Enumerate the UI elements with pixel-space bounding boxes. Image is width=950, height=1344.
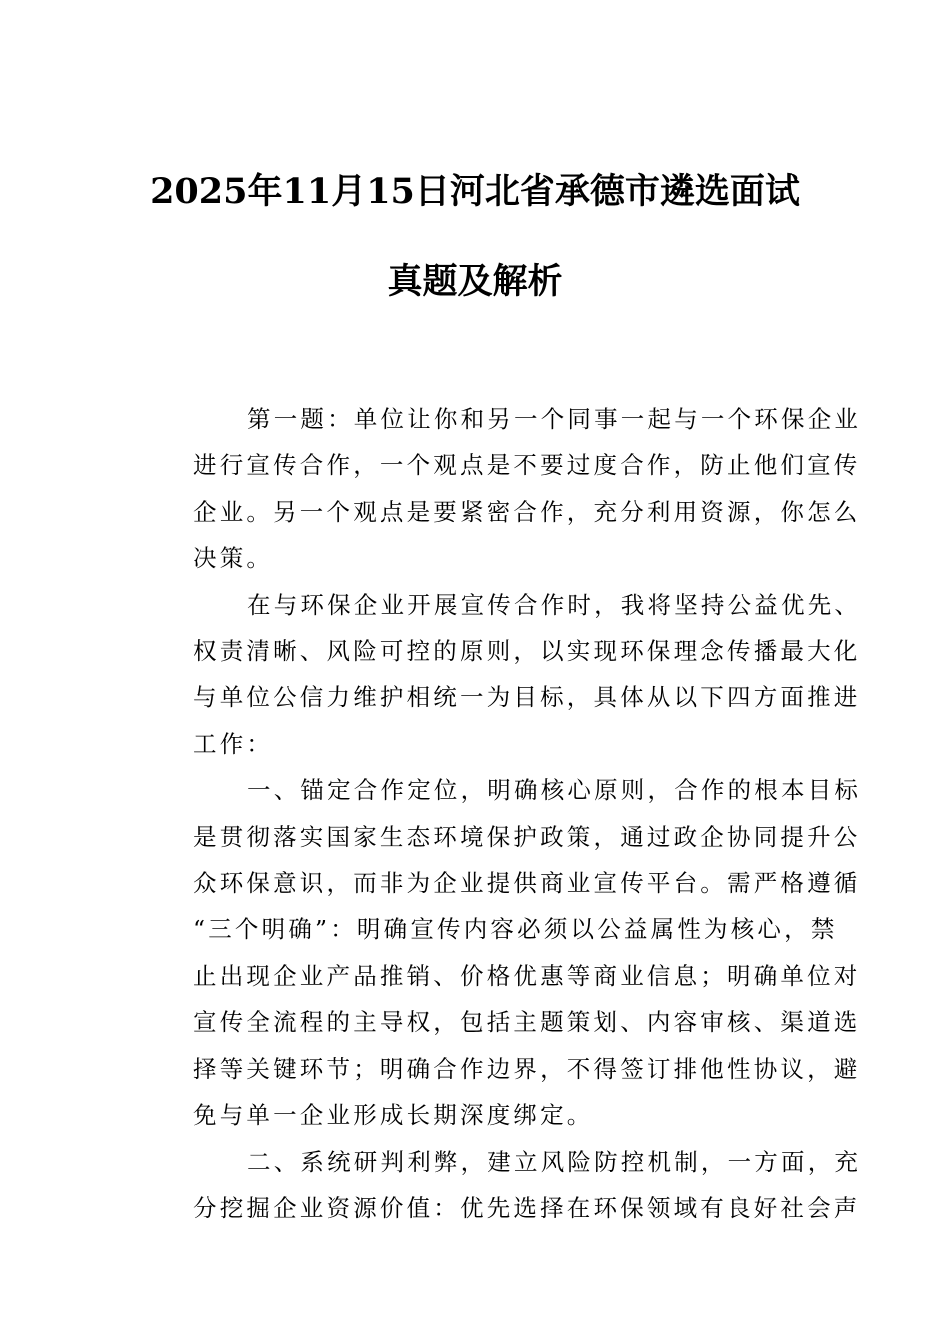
text-line: 免与单一企业形成长期深度绑定。 (193, 1101, 594, 1130)
paragraph-answer-intro (146, 582, 862, 768)
text-line: 与单位公信力维护相统一为目标，具体从以下四方面推进 (193, 683, 861, 712)
document-title (120, 147, 830, 327)
text-line: 二、系统研判利弊，建立风险防控机制，一方面，充 (247, 1147, 862, 1176)
text-line: 止出现企业产品推销、价格优惠等商业信息；明确单位对 (193, 961, 861, 990)
text-line: 第一题：单位让你和另一个同事一起与一个环保企业 (247, 405, 862, 433)
text-line: 进行宣传合作，一个观点是不要过度合作，防止他们宣传 (193, 451, 861, 480)
text-line: 众环保意识，而非为企业提供商业宣传平台。需严格遵循 (193, 869, 861, 898)
text-line: 权责清晰、风险可控的原则，以实现环保理念传播最大化 (193, 637, 861, 666)
paragraph-point-2 (146, 1139, 862, 1232)
text-line: 决策。 (193, 544, 274, 573)
text-line: 宣传全流程的主导权，包括主题策划、内容审核、渠道选 (193, 1008, 861, 1037)
paragraph-question-1 (146, 396, 862, 582)
text-line: 企业。另一个观点是要紧密合作，充分利用资源，你怎么 (193, 497, 861, 526)
text-line: 一、锚定合作定位，明确核心原则，合作的根本目标 (247, 776, 862, 805)
text-line: 在与环保企业开展宣传合作时，我将坚持公益优先、 (247, 590, 862, 619)
text-line: “三个明确”：明确宣传内容必须以公益属性为核心，禁 (193, 915, 838, 944)
text-line: 择等关键环节；明确合作边界，不得签订排他性协议，避 (193, 1054, 861, 1083)
text-line: 分挖掘企业资源价值：优先选择在环保领域有良好社会声 (193, 1193, 861, 1222)
text-line: 是贯彻落实国家生态环境保护政策，通过政企协同提升公 (193, 822, 861, 851)
text-line: 工作： (193, 729, 274, 758)
title-line-2: 真题及解析 (387, 261, 563, 302)
paragraph-point-1 (146, 767, 862, 1138)
title-line-1: 2025年11月15日河北省承德市遴选面试 (150, 171, 800, 212)
document-body (146, 396, 862, 1231)
